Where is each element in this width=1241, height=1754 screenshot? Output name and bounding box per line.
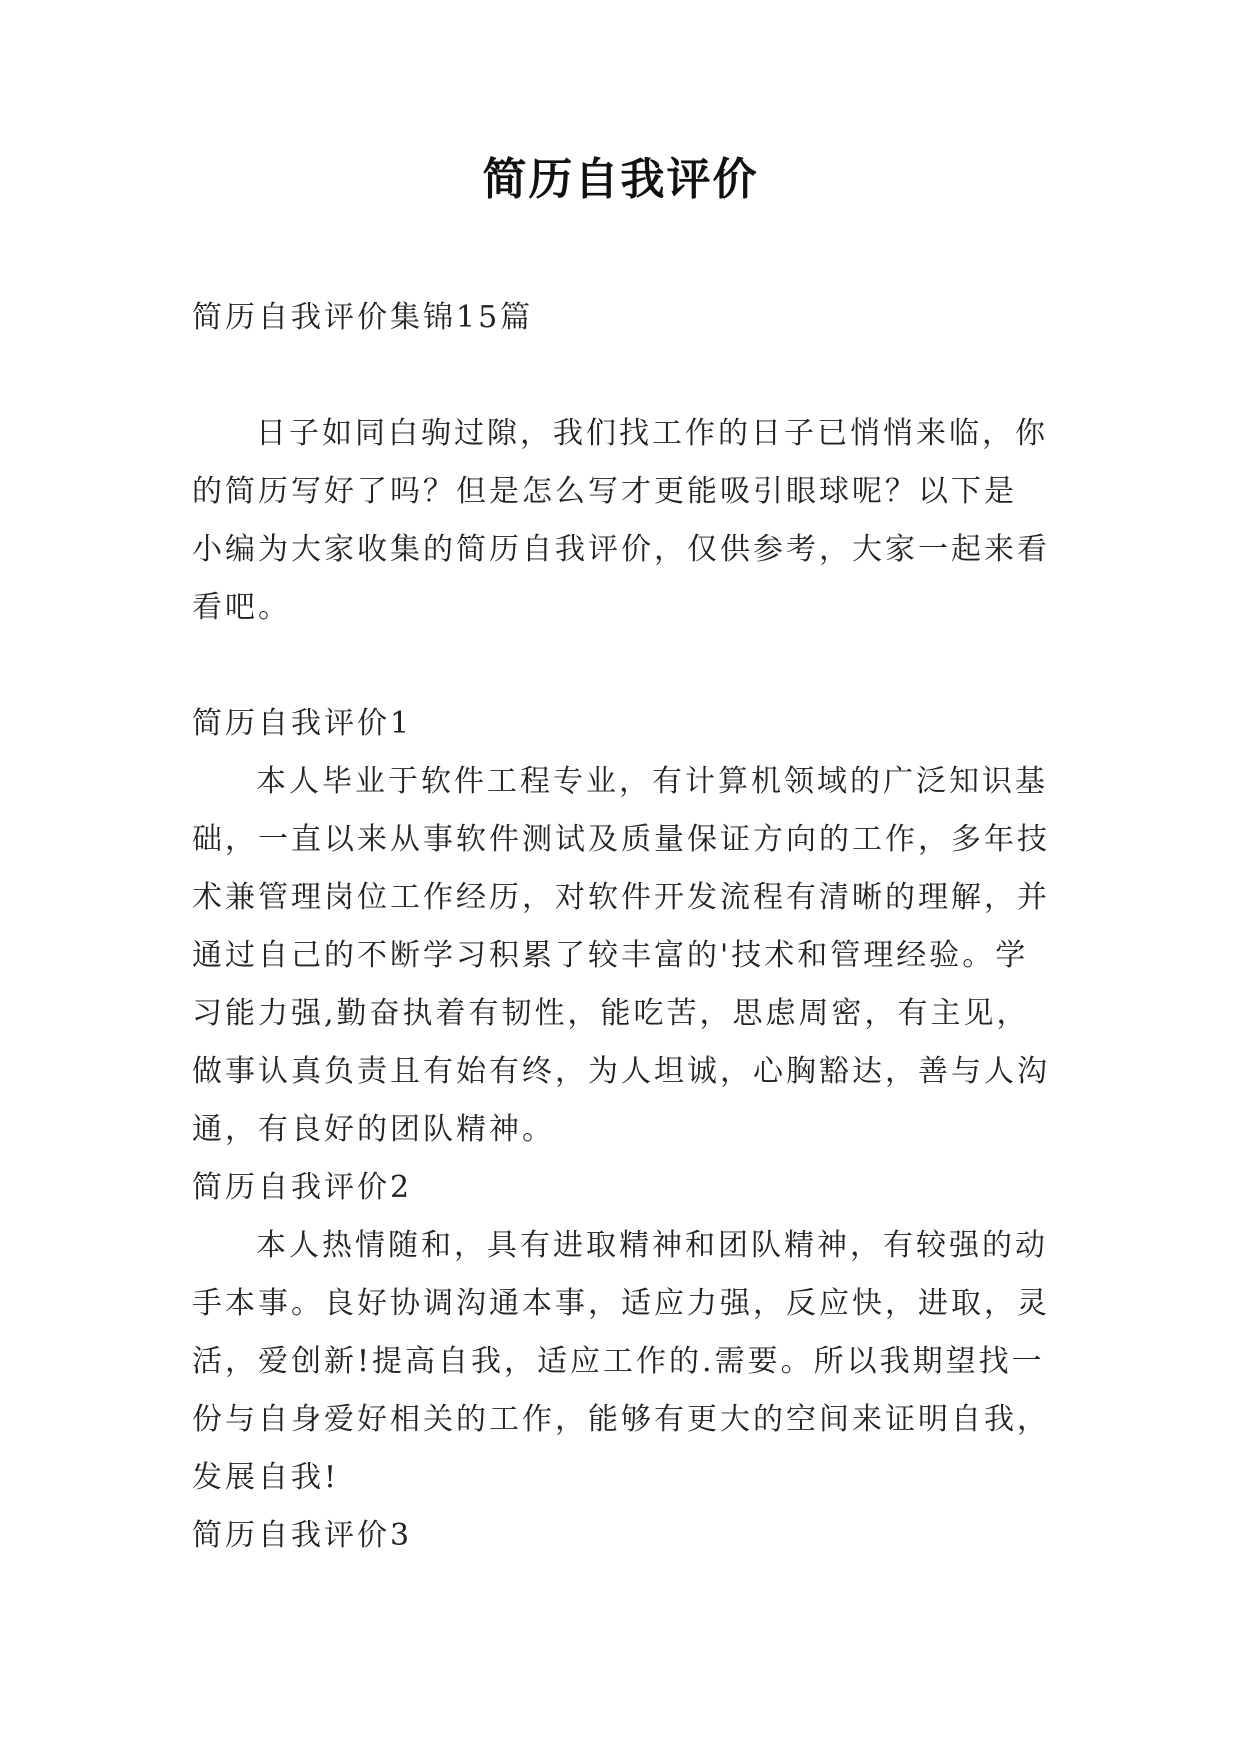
paragraph-line: 术兼管理岗位工作经历，对软件开发流程有清晰的理解，并 bbox=[192, 880, 1050, 915]
paragraph-line: 通过自己的不断学习积累了较丰富的'技术和管理经验。学 bbox=[192, 938, 1029, 973]
paragraph-line: 础，一直以来从事软件测试及质量保证方向的工作，多年技 bbox=[192, 822, 1050, 857]
paragraph-line: 做事认真负责且有始有终，为人坦诚，心胸豁达，善与人沟 bbox=[192, 1054, 1050, 1089]
paragraph-line: 本人热情随和，具有进取精神和团队精神，有较强的动 bbox=[256, 1228, 1048, 1263]
page-title: 简历自我评价 bbox=[482, 154, 759, 205]
subtitle: 简历自我评价集锦15篇 bbox=[192, 300, 534, 335]
section-heading: 简历自我评价3 bbox=[192, 1518, 413, 1553]
intro-line: 的简历写好了吗？但是怎么写才更能吸引眼球呢？以下是 bbox=[192, 474, 1017, 509]
paragraph-line: 发展自我! bbox=[192, 1460, 340, 1495]
intro-line: 日子如同白驹过隙，我们找工作的日子已悄悄来临，你 bbox=[256, 416, 1048, 451]
paragraph-line: 活，爱创新!提高自我，适应工作的.需要。所以我期望找一 bbox=[192, 1344, 1045, 1379]
intro-line: 看吧。 bbox=[192, 590, 291, 625]
paragraph-line: 本人毕业于软件工程专业，有计算机领域的广泛知识基 bbox=[256, 764, 1048, 799]
paragraph-line: 份与自身爱好相关的工作，能够有更大的空间来证明自我， bbox=[192, 1402, 1050, 1437]
section-heading: 简历自我评价2 bbox=[192, 1170, 413, 1205]
section-heading: 简历自我评价1 bbox=[192, 706, 413, 741]
paragraph-line: 习能力强,勤奋执着有韧性，能吃苦，思虑周密，有主见， bbox=[192, 996, 1030, 1031]
paragraph-line: 手本事。良好协调沟通本事，适应力强，反应快，进取，灵 bbox=[192, 1286, 1050, 1321]
paragraph-line: 通，有良好的团队精神。 bbox=[192, 1112, 555, 1147]
intro-line: 小编为大家收集的简历自我评价，仅供参考，大家一起来看 bbox=[192, 532, 1050, 567]
